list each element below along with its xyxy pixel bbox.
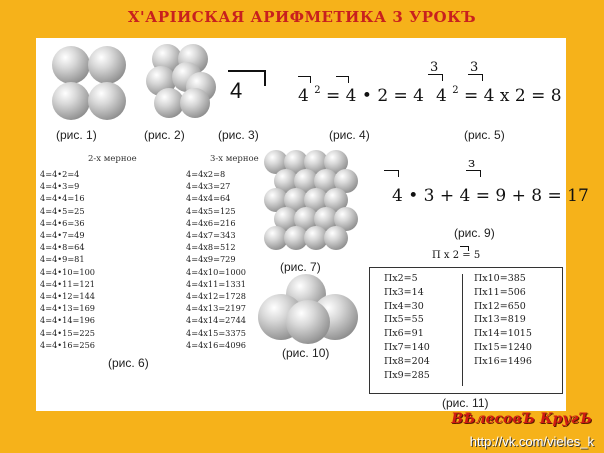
fig6-left-row: 4=4•9=81 xyxy=(40,254,85,265)
fig6-right-row: 4=4х10=1000 xyxy=(186,266,247,277)
fig5-exponent: 2 xyxy=(452,85,459,96)
fig6-right-row: 4=4х6=216 xyxy=(186,217,236,228)
fig11-left-row: Пх6=91 xyxy=(384,328,424,340)
fig6-right-row: 4=4х15=3375 xyxy=(186,327,247,338)
fig6-right-row: 4=4х11=1331 xyxy=(186,278,247,289)
fig6-right-row: 4=4х12=1728 xyxy=(186,291,247,302)
fig5-equation xyxy=(436,86,562,106)
fig6-right-row: 4=4х5=125 xyxy=(186,205,236,216)
fig10-spheres xyxy=(258,274,358,344)
fig7-spheres xyxy=(264,150,362,258)
fig11-left-row: Пх4=30 xyxy=(384,300,424,312)
fig4-bar2 xyxy=(336,76,349,83)
fig6-left-row: 4=4•5=25 xyxy=(40,205,85,216)
fig11-heading-bar xyxy=(460,246,469,251)
fig6-left-column xyxy=(40,168,95,351)
fig6-left-row: 4=4•13=169 xyxy=(40,303,96,314)
fig11-right-column xyxy=(474,272,532,369)
fig5-bar2 xyxy=(468,74,483,81)
fig6-left-row: 4=4•2=4 xyxy=(40,169,80,179)
fig11-left-row: Пх9=285 xyxy=(384,369,430,381)
fig3-digit: 4 xyxy=(230,78,243,103)
fig4-rest: = 4 • 2 = 4 xyxy=(326,86,424,106)
fig6-left-row: 4=4•16=256 xyxy=(40,339,96,350)
fig6-caption: (рис. 6) xyxy=(108,356,149,370)
fig11-right-row: Пх12=650 xyxy=(474,300,526,312)
fig5-bar1 xyxy=(428,74,443,81)
fig11-table xyxy=(369,267,563,394)
fig11-right-row: Пх14=1015 xyxy=(474,328,532,340)
source-link[interactable]: http://vk.com/vieles_k xyxy=(469,434,594,449)
fig10-caption: (рис. 10) xyxy=(282,346,330,360)
fig6-right-row: 4=4х7=343 xyxy=(186,230,236,241)
fig5-caption: (рис. 5) xyxy=(464,128,505,142)
fig11-right-row: Пх10=385 xyxy=(474,273,526,284)
fig6-right-row: 4=4х3=27 xyxy=(186,181,231,192)
fig11-left-row: Пх7=140 xyxy=(384,341,430,353)
fig11-left-row: Пх5=55 xyxy=(384,314,424,326)
fig6-left-row: 4=4•4=16 xyxy=(40,193,85,204)
fig6-header-left: 2-х мерное xyxy=(88,154,137,164)
fig6-left-row: 4=4•12=144 xyxy=(40,291,96,302)
fig5-base: 4 xyxy=(436,86,447,106)
fig6-right-column xyxy=(186,168,246,351)
fig7-sphere xyxy=(324,226,348,250)
fig11-left-row: Пх2=5 xyxy=(384,273,418,284)
fig6-left-row: 4=4•15=225 xyxy=(40,327,96,338)
fig6-header-right: 3-х мерное xyxy=(210,154,259,164)
fig4-caption: (рис. 4) xyxy=(329,128,370,142)
fig11-left-row: Пх3=14 xyxy=(384,286,424,298)
fig4-base: 4 xyxy=(298,86,309,106)
fig9-bar2 xyxy=(466,170,481,177)
fig11-right-row: Пх16=1496 xyxy=(474,355,532,367)
fig11-right-row: Пх13=819 xyxy=(474,314,526,326)
fig6-right-row: 4=4х13=2197 xyxy=(186,303,247,314)
fig6-right-row: 4=4х14=2744 xyxy=(186,315,247,326)
fig11-divider xyxy=(462,274,463,386)
fig9-equation: 4 • 3 + 4 = 9 + 8 = 17 xyxy=(392,186,589,206)
fig5-mark2: 3 xyxy=(470,60,479,75)
fig1-spheres xyxy=(52,46,126,120)
fig11-left-column xyxy=(384,272,430,382)
fig6-left-row: 4=4•6=36 xyxy=(40,217,85,228)
fig6-right-row: 4=4х2=8 xyxy=(186,169,226,179)
fig6-left-row: 4=4•11=121 xyxy=(40,278,96,289)
fig5-mark1: 3 xyxy=(430,60,439,75)
fig6-left-row: 4=4•14=196 xyxy=(40,315,96,326)
fig6-right-row: 4=4х16=4096 xyxy=(186,339,247,350)
fig6-left-row: 4=4•8=64 xyxy=(40,242,85,253)
fig2-caption: (рис. 2) xyxy=(144,128,185,142)
fig1-caption: (рис. 1) xyxy=(56,128,97,142)
fig6-right-row: 4=4х8=512 xyxy=(186,242,236,253)
fig4-bar1 xyxy=(298,76,311,83)
fig3-caption: (рис. 3) xyxy=(218,128,259,142)
fig2-spheres xyxy=(146,44,216,120)
fig9-bar1 xyxy=(384,170,399,177)
fig7-caption: (рис. 7) xyxy=(280,260,321,274)
fig6-left-row: 4=4•10=100 xyxy=(40,266,96,277)
fig11-right-row: Пх11=506 xyxy=(474,286,526,298)
fig4-exponent: 2 xyxy=(314,85,321,96)
fig4-equation xyxy=(298,86,424,106)
fig6-right-row: 4=4х9=729 xyxy=(186,254,236,265)
fig6-right-row: 4=4х4=64 xyxy=(186,193,231,204)
fig5-rest: = 4 х 2 = 8 xyxy=(464,86,562,106)
content-panel xyxy=(36,38,589,411)
fig11-heading: П х 2 = 5 xyxy=(432,250,481,261)
fig11-right-row: Пх15=1240 xyxy=(474,341,532,353)
fig6-left-row: 4=4•3=9 xyxy=(40,181,80,192)
lesson-title: Х'АРІИСКАЯ АРИФМЕТИКА 3 УРОКЪ xyxy=(127,8,477,26)
fig9-caption: (рис. 9) xyxy=(454,226,495,240)
fig11-left-row: Пх8=204 xyxy=(384,355,430,367)
fig6-left-row: 4=4•7=49 xyxy=(40,230,85,241)
fig9-mark: з xyxy=(468,156,476,171)
fig11-caption: (рис. 11) xyxy=(442,396,489,410)
author-signature: ВѢлесовЪ КругЪ xyxy=(451,411,592,427)
